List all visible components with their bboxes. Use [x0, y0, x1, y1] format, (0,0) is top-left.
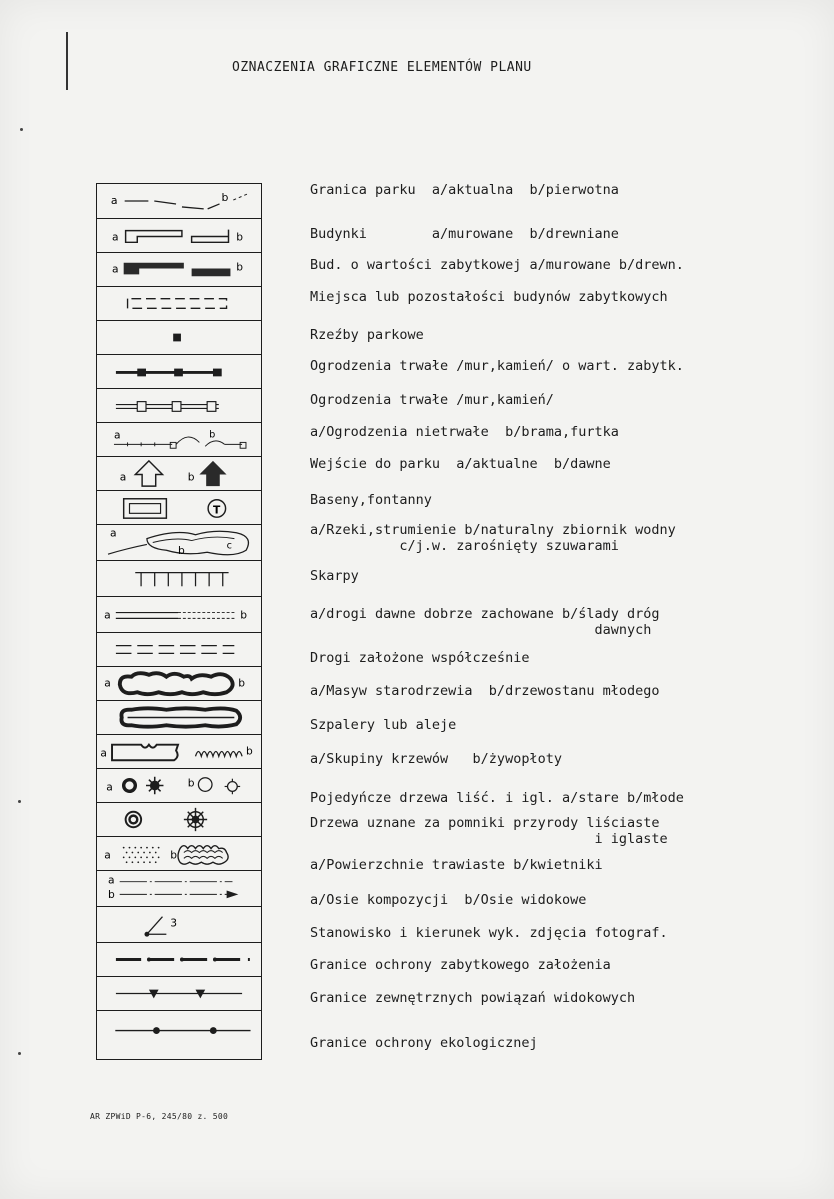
legend-symbol-historic-fence [97, 354, 261, 388]
legend-symbol-photo-station [97, 906, 261, 942]
svg-text:a: a [113, 428, 121, 442]
legend-desc-pools-fountains: Baseny,fontanny [310, 492, 432, 508]
legend-symbol-temporary-fence [97, 422, 261, 456]
svg-text:T: T [212, 503, 221, 517]
legend-symbol-sculptures [97, 320, 261, 354]
scan-speck [20, 128, 23, 131]
legend-symbol-rivers [97, 524, 261, 560]
svg-text:a: a [100, 746, 107, 760]
svg-text:b: b [240, 608, 248, 622]
legend-desc-building-remains: Miejsca lub pozostałości budynów zabytkowych [310, 289, 668, 305]
scan-speck [18, 800, 21, 803]
legend-symbol-building-remains [97, 286, 261, 320]
legend-desc-scarps: Skarpy [310, 568, 359, 584]
legend-symbol-entrance [97, 456, 261, 490]
legend-symbol-park-boundary [97, 184, 261, 218]
svg-text:b: b [108, 888, 115, 902]
legend-symbol-fence [97, 388, 261, 422]
legend-desc-lawns-flowerbeds: a/Powierzchnie trawiaste b/kwietniki [310, 857, 603, 873]
page-title: OZNACZENIA GRAFICZNE ELEMENTÓW PLANU [232, 60, 532, 75]
svg-text:a: a [112, 262, 119, 276]
legend-symbol-axes [97, 870, 261, 906]
svg-text:b: b [236, 230, 244, 244]
legend-desc-buildings: Budynki a/murowane b/drewniane [310, 226, 619, 242]
svg-text:a: a [104, 676, 111, 690]
legend-desc-ecological-boundary: Granice ochrony ekologicznej [310, 1035, 538, 1051]
legend-symbol-modern-roads [97, 632, 261, 666]
legend-symbol-nature-monuments [97, 802, 261, 836]
margin-mark [66, 32, 68, 90]
legend-desc-park-boundary: Granica parku a/aktualna b/pierwotna [310, 182, 619, 198]
legend-desc-modern-roads: Drogi założone współcześnie [310, 650, 530, 666]
legend-symbol-single-trees [97, 768, 261, 802]
legend-symbol-column [96, 183, 262, 1060]
svg-text:b: b [187, 470, 195, 484]
legend-symbol-alleys [97, 700, 261, 734]
legend-desc-heritage-boundary: Granice ochrony zabytkowego założenia [310, 957, 611, 973]
legend-symbol-old-roads [97, 596, 261, 632]
legend-desc-sculptures: Rzeźby parkowe [310, 327, 424, 343]
scan-speck [18, 1052, 21, 1055]
legend-desc-entrance: Wejście do parku a/aktualne b/dawne [310, 456, 611, 472]
legend-symbol-historic-buildings [97, 252, 261, 286]
svg-text:a: a [104, 608, 111, 622]
legend-desc-historic-fence: Ogrodzenia trwałe /mur,kamień/ o wart. zabytk. [310, 358, 684, 374]
svg-text:b: b [238, 676, 245, 690]
legend-desc-photo-station: Stanowisko i kierunek wyk. zdjęcia fotograf. [310, 925, 668, 941]
legend-desc-fence: Ogrodzenia trwałe /mur,kamień/ [310, 392, 554, 408]
svg-text:b: b [178, 544, 185, 558]
svg-text:a: a [119, 470, 127, 484]
svg-text:b: b [221, 191, 229, 204]
legend-symbol-heritage-boundary [97, 942, 261, 976]
svg-text:b: b [209, 429, 216, 441]
legend-desc-alleys: Szpalery lub aleje [310, 717, 457, 733]
legend-symbol-scarps [97, 560, 261, 596]
legend-symbol-pools-fountains [97, 490, 261, 524]
svg-text:b: b [245, 744, 253, 758]
legend-desc-historic-buildings: Bud. o wartości zabytkowej a/murowane b/drewn. [310, 257, 684, 273]
legend-desc-old-roads: a/drogi dawne dobrze zachowane b/ślady dróg dawnych [310, 606, 660, 638]
legend-symbol-buildings [97, 218, 261, 252]
legend-symbol-shrubs-hedges [97, 734, 261, 768]
legend-desc-single-trees: Pojedyńcze drzewa liść. i igl. a/stare b/młode [310, 790, 684, 806]
legend-desc-axes: a/Osie kompozycji b/Osie widokowe [310, 892, 587, 908]
svg-text:b: b [236, 260, 244, 274]
svg-text:a: a [109, 526, 117, 540]
legend-desc-shrubs-hedges: a/Skupiny krzewów b/żywopłoty [310, 751, 562, 767]
svg-text:c: c [226, 540, 232, 552]
legend-desc-temporary-fence: a/Ogrodzenia nietrwałe b/brama,furtka [310, 424, 619, 440]
svg-text:a: a [110, 193, 118, 207]
svg-text:b: b [187, 776, 195, 790]
svg-text:a: a [112, 230, 119, 244]
legend-desc-rivers: a/Rzeki,strumienie b/naturalny zbiornik wodny c/j.w. zarośnięty szuwarami [310, 522, 676, 554]
svg-text:a: a [106, 780, 113, 794]
svg-text:b: b [170, 848, 178, 862]
svg-text:3: 3 [170, 916, 178, 930]
svg-text:a: a [108, 873, 115, 887]
legend-symbol-lawns-flowerbeds [97, 836, 261, 870]
legend-symbol-view-boundary [97, 976, 261, 1010]
legend-desc-nature-monuments: Drzewa uznane za pomniki przyrody liściaste i iglaste [310, 815, 668, 847]
legend-symbol-tree-mass [97, 666, 261, 700]
legend-desc-view-boundary: Granice zewnętrznych powiązań widokowych [310, 990, 636, 1006]
legend-desc-tree-mass: a/Masyw starodrzewia b/drzewostanu młodego [310, 683, 660, 699]
footer-print-code: AR ZPWiD P-6, 245/80 z. 500 [90, 1112, 229, 1121]
legend-symbol-ecological-boundary [97, 1010, 261, 1060]
svg-text:a: a [104, 848, 111, 862]
